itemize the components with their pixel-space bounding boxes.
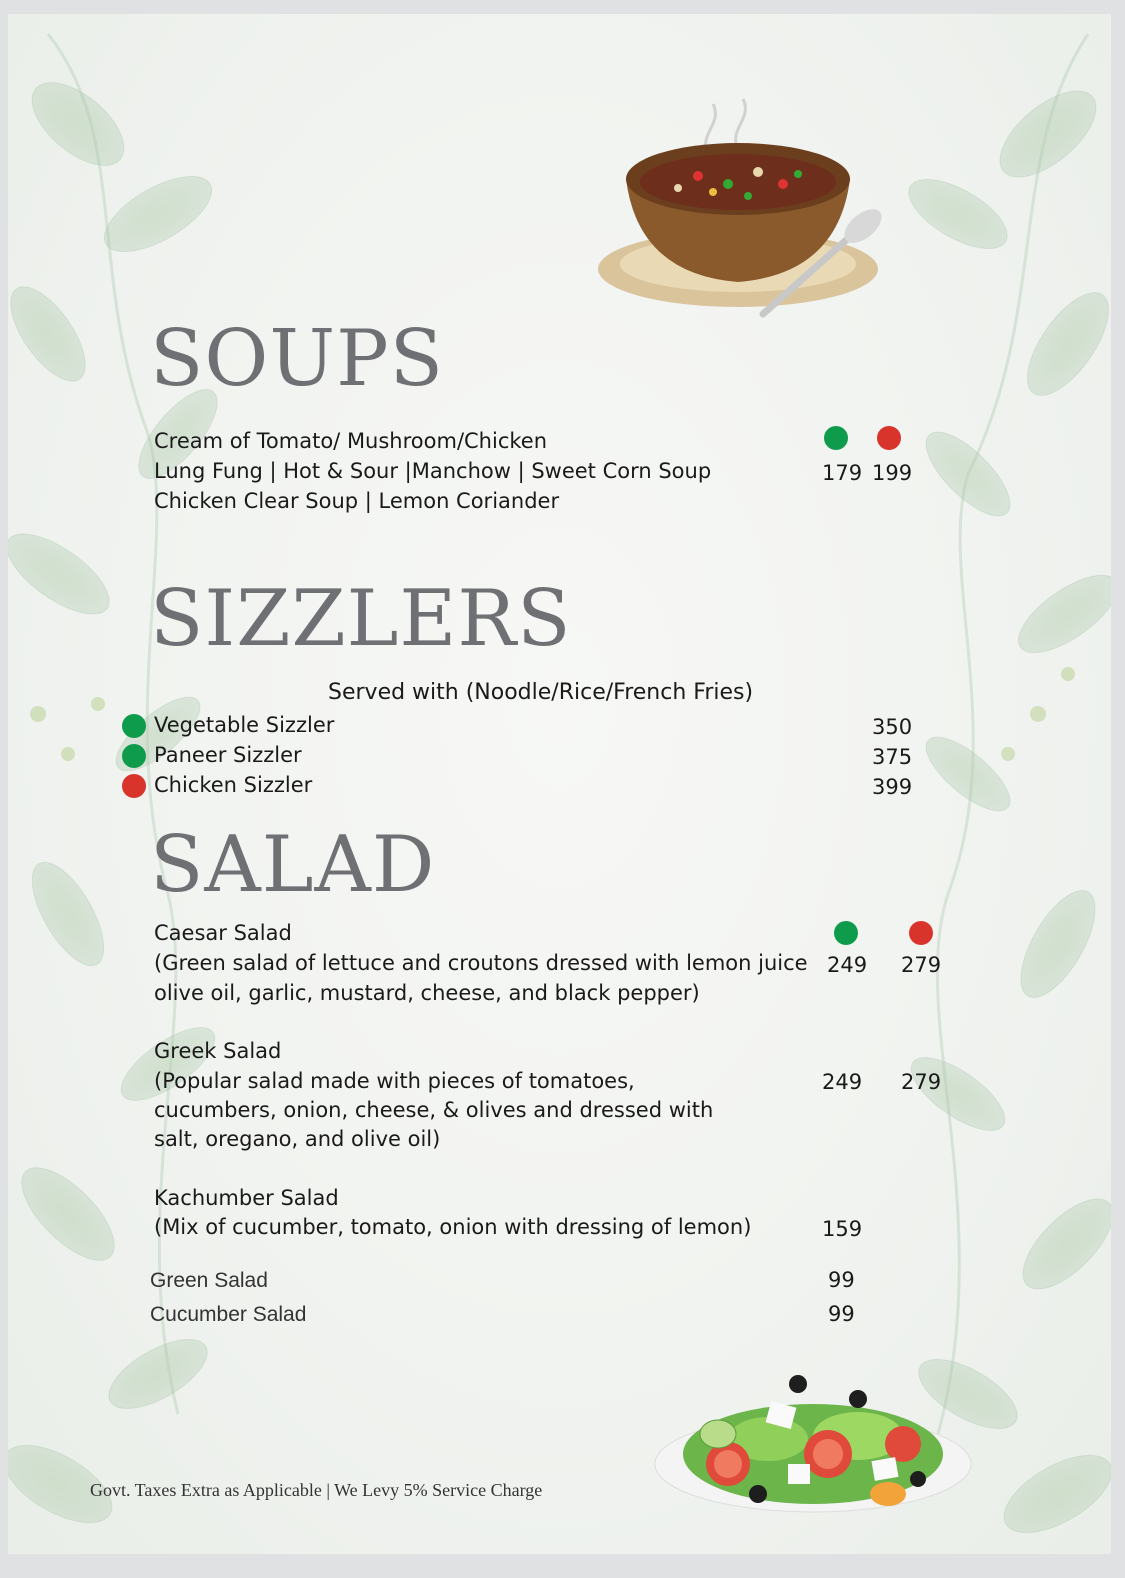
veg-indicator-icon <box>824 426 848 450</box>
item-price-veg: 249 <box>822 1070 863 1094</box>
veg-indicator-icon <box>122 714 146 738</box>
item-description: salt, oregano, and olive oil) <box>154 1127 441 1151</box>
list-item: Chicken Clear Soup | Lemon Coriander <box>154 489 560 513</box>
item-price-nonveg: 279 <box>901 953 942 977</box>
item-price: 99 <box>828 1268 855 1292</box>
item-description: (Popular salad made with pieces of tomatoes, <box>154 1069 635 1093</box>
sizzlers-title: SIZZLERS <box>150 574 572 664</box>
soups-price-nonveg: 199 <box>872 461 913 485</box>
soups-price-veg: 179 <box>822 461 863 485</box>
item-price: 99 <box>828 1302 855 1326</box>
item-description: cucumbers, onion, cheese, & olives and dressed with <box>154 1098 714 1122</box>
list-item: Kachumber Salad <box>154 1186 339 1210</box>
item-description: olive oil, garlic, mustard, cheese, and black pepper) <box>154 981 700 1005</box>
item-price: 350 <box>872 715 913 739</box>
salad-plate-image <box>648 1344 978 1524</box>
list-item: Lung Fung | Hot & Sour |Manchow | Sweet Corn Soup <box>154 459 712 483</box>
list-item: Chicken Sizzler <box>154 773 313 797</box>
soups-title: SOUPS <box>150 314 445 404</box>
item-price: 399 <box>872 775 913 799</box>
nonveg-indicator-icon <box>877 426 901 450</box>
list-item: Cucumber Salad <box>150 1303 307 1326</box>
item-description: (Green salad of lettuce and croutons dressed with lemon juice <box>154 951 808 975</box>
list-item: Greek Salad <box>154 1039 282 1063</box>
item-price-veg: 249 <box>827 953 868 977</box>
item-description: (Mix of cucumber, tomato, onion with dressing of lemon) <box>154 1215 752 1239</box>
list-item: Green Salad <box>150 1269 268 1292</box>
sizzlers-subtitle: Served with (Noodle/Rice/French Fries) <box>328 680 754 705</box>
list-item: Caesar Salad <box>154 921 292 945</box>
item-price-nonveg: 279 <box>901 1070 942 1094</box>
salad-title: SALAD <box>150 820 436 910</box>
item-price: 375 <box>872 745 913 769</box>
nonveg-indicator-icon <box>909 921 933 945</box>
veg-indicator-icon <box>122 744 146 768</box>
footer-note: Govt. Taxes Extra as Applicable | We Levy 5% Service Charge <box>90 1480 543 1500</box>
nonveg-indicator-icon <box>122 774 146 798</box>
menu-page <box>8 14 1111 1554</box>
list-item: Cream of Tomato/ Mushroom/Chicken <box>154 429 548 453</box>
veg-indicator-icon <box>834 921 858 945</box>
list-item: Paneer Sizzler <box>154 743 302 767</box>
item-price: 159 <box>822 1217 863 1241</box>
soup-bowl-image <box>598 84 898 324</box>
list-item: Vegetable Sizzler <box>154 713 335 737</box>
